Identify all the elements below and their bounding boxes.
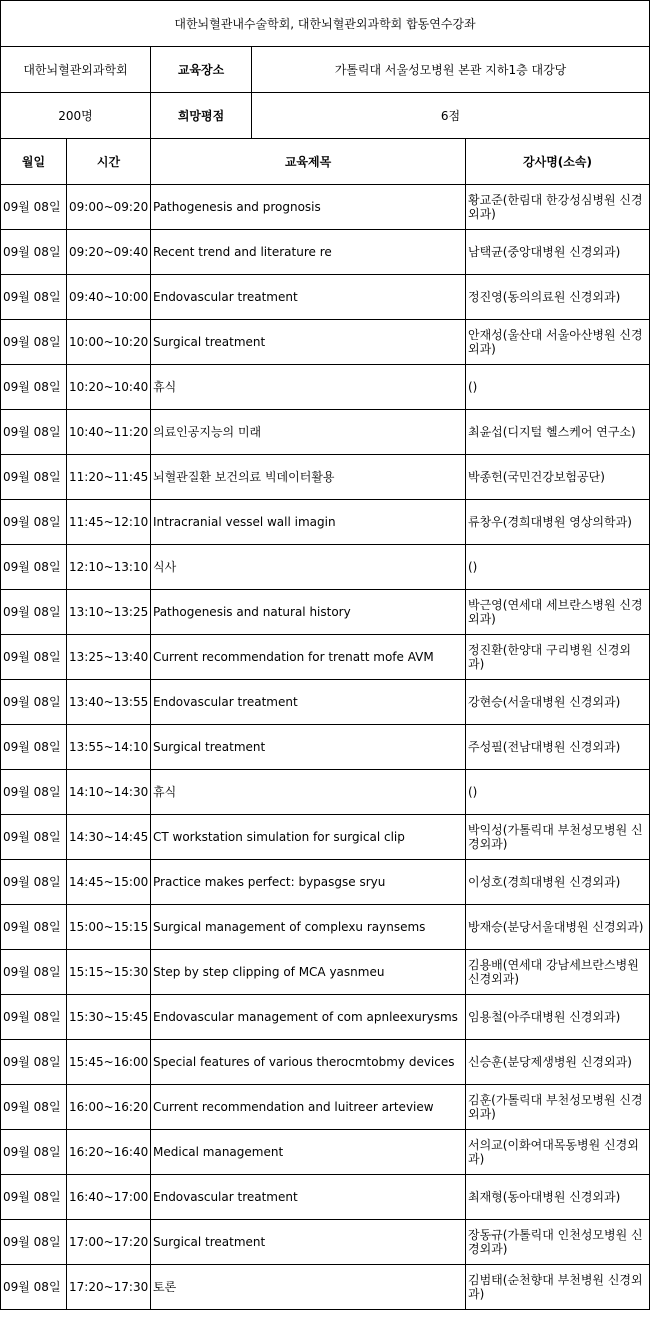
cell-date: 09월 08일 bbox=[1, 725, 67, 770]
cell-time: 14:45~15:00 bbox=[67, 860, 151, 905]
cell-time: 15:00~15:15 bbox=[67, 905, 151, 950]
cell-time: 09:20~09:40 bbox=[67, 230, 151, 275]
table-row bbox=[1, 1220, 650, 1265]
cell-date: 09월 08일 bbox=[1, 455, 67, 500]
cell-topic: Endovascular management of com apnleexurysms bbox=[151, 995, 466, 1040]
cell-time: 13:10~13:25 bbox=[67, 590, 151, 635]
cell-date: 09월 08일 bbox=[1, 635, 67, 680]
cell-topic: 의료인공지능의 미래 bbox=[151, 410, 466, 455]
cell-lecturer: 김용배(연세대 강남세브란스병원 신경외과) bbox=[466, 950, 650, 995]
cell-lecturer: 박종헌(국민건강보험공단) bbox=[466, 455, 650, 500]
table-row bbox=[1, 230, 650, 275]
cell-time: 14:30~14:45 bbox=[67, 815, 151, 860]
cell-time: 15:45~16:00 bbox=[67, 1040, 151, 1085]
cell-time: 17:00~17:20 bbox=[67, 1220, 151, 1265]
cell-topic: Pathogenesis and natural history bbox=[151, 590, 466, 635]
cell-topic: 휴식 bbox=[151, 365, 466, 410]
cell-date: 09월 08일 bbox=[1, 1040, 67, 1085]
table-row bbox=[1, 590, 650, 635]
cell-lecturer: 안재성(울산대 서울아산병원 신경외과) bbox=[466, 320, 650, 365]
cell-date: 09월 08일 bbox=[1, 770, 67, 815]
cell-date: 09월 08일 bbox=[1, 1220, 67, 1265]
cell-lecturer: 최재형(동아대병원 신경외과) bbox=[466, 1175, 650, 1220]
cell-topic: Surgical treatment bbox=[151, 1220, 466, 1265]
cell-topic: Special features of various therocmtobmy devices bbox=[151, 1040, 466, 1085]
table-row bbox=[1, 905, 650, 950]
cell-time: 16:40~17:00 bbox=[67, 1175, 151, 1220]
table-row bbox=[1, 635, 650, 680]
table-row bbox=[1, 815, 650, 860]
cell-lecturer: 신승훈(분당제생병원 신경외과) bbox=[466, 1040, 650, 1085]
cell-topic: Recent trend and literature re bbox=[151, 230, 466, 275]
cell-topic: 뇌혈관질환 보건의료 빅데이터활용 bbox=[151, 455, 466, 500]
column-header-lecturer: 강사명(소속) bbox=[466, 139, 650, 185]
cell-date: 09월 08일 bbox=[1, 500, 67, 545]
cell-topic: Practice makes perfect: bypasgse sryu bbox=[151, 860, 466, 905]
table-row bbox=[1, 770, 650, 815]
cell-date: 09월 08일 bbox=[1, 815, 67, 860]
cell-date: 09월 08일 bbox=[1, 1130, 67, 1175]
table-row bbox=[1, 725, 650, 770]
cell-lecturer: 김훈(가톨릭대 부천성모병원 신경외과) bbox=[466, 1085, 650, 1130]
cell-date: 09월 08일 bbox=[1, 680, 67, 725]
cell-topic: 토론 bbox=[151, 1265, 466, 1310]
cell-date: 09월 08일 bbox=[1, 995, 67, 1040]
capacity-row bbox=[1, 93, 650, 139]
cell-topic: CT workstation simulation for surgical clip bbox=[151, 815, 466, 860]
column-header-time: 시간 bbox=[67, 139, 151, 185]
cell-time: 12:10~13:10 bbox=[67, 545, 151, 590]
cell-lecturer: 방재승(분당서울대병원 신경외과) bbox=[466, 905, 650, 950]
column-header-date: 월일 bbox=[1, 139, 67, 185]
cell-date: 09월 08일 bbox=[1, 185, 67, 230]
table-row bbox=[1, 410, 650, 455]
table-row bbox=[1, 365, 650, 410]
table-row bbox=[1, 1040, 650, 1085]
cell-topic: Endovascular treatment bbox=[151, 680, 466, 725]
cell-lecturer: 장동규(가톨릭대 인천성모병원 신경외과) bbox=[466, 1220, 650, 1265]
cell-topic: Surgical treatment bbox=[151, 725, 466, 770]
cell-date: 09월 08일 bbox=[1, 365, 67, 410]
cell-lecturer: 서의교(이화여대목동병원 신경외과) bbox=[466, 1130, 650, 1175]
venue-label: 교육장소 bbox=[151, 47, 252, 93]
cell-time: 14:10~14:30 bbox=[67, 770, 151, 815]
cell-topic: Medical management bbox=[151, 1130, 466, 1175]
course-title: 대한뇌혈관내수술학회, 대한뇌혈관외과학회 합동연수강좌 bbox=[1, 1, 650, 47]
cell-date: 09월 08일 bbox=[1, 1085, 67, 1130]
cell-time: 15:30~15:45 bbox=[67, 995, 151, 1040]
table-row bbox=[1, 995, 650, 1040]
cell-lecturer: 박익성(가톨릭대 부천성모병원 신경외과) bbox=[466, 815, 650, 860]
cell-time: 09:40~10:00 bbox=[67, 275, 151, 320]
cell-lecturer: () bbox=[466, 545, 650, 590]
cell-time: 13:40~13:55 bbox=[67, 680, 151, 725]
cell-date: 09월 08일 bbox=[1, 410, 67, 455]
title-row bbox=[1, 1, 650, 47]
cell-lecturer: 임용철(아주대병원 신경외과) bbox=[466, 995, 650, 1040]
cell-lecturer: 정진영(동의의료원 신경외과) bbox=[466, 275, 650, 320]
capacity: 200명 bbox=[1, 93, 151, 139]
cell-date: 09월 08일 bbox=[1, 320, 67, 365]
cell-topic: Current recommendation for trenatt mofe AVM bbox=[151, 635, 466, 680]
table-row bbox=[1, 680, 650, 725]
cell-lecturer: 남택균(중앙대병원 신경외과) bbox=[466, 230, 650, 275]
cell-date: 09월 08일 bbox=[1, 1175, 67, 1220]
cell-time: 11:45~12:10 bbox=[67, 500, 151, 545]
table-row bbox=[1, 1130, 650, 1175]
venue: 가톨릭대 서울성모병원 본관 지하1층 대강당 bbox=[252, 47, 650, 93]
cell-topic: 휴식 bbox=[151, 770, 466, 815]
cell-time: 10:00~10:20 bbox=[67, 320, 151, 365]
table-row bbox=[1, 1085, 650, 1130]
cell-lecturer: 정진환(한양대 구리병원 신경외과) bbox=[466, 635, 650, 680]
organizer: 대한뇌혈관외과학회 bbox=[1, 47, 151, 93]
cell-topic: Endovascular treatment bbox=[151, 275, 466, 320]
cell-lecturer: () bbox=[466, 770, 650, 815]
cell-date: 09월 08일 bbox=[1, 905, 67, 950]
cell-topic: Endovascular treatment bbox=[151, 1175, 466, 1220]
cell-time: 10:20~10:40 bbox=[67, 365, 151, 410]
cell-topic: Intracranial vessel wall imagin bbox=[151, 500, 466, 545]
cell-time: 17:20~17:30 bbox=[67, 1265, 151, 1310]
cell-lecturer: 강현승(서울대병원 신경외과) bbox=[466, 680, 650, 725]
cell-lecturer: 최윤섭(디지털 헬스케어 연구소) bbox=[466, 410, 650, 455]
cell-time: 13:55~14:10 bbox=[67, 725, 151, 770]
cell-topic: 식사 bbox=[151, 545, 466, 590]
venue-row bbox=[1, 47, 650, 93]
table-row bbox=[1, 1175, 650, 1220]
cell-topic: Pathogenesis and prognosis bbox=[151, 185, 466, 230]
cell-topic: Surgical treatment bbox=[151, 320, 466, 365]
cell-date: 09월 08일 bbox=[1, 950, 67, 995]
table-row bbox=[1, 275, 650, 320]
cell-lecturer: 류창우(경희대병원 영상의학과) bbox=[466, 500, 650, 545]
cell-time: 15:15~15:30 bbox=[67, 950, 151, 995]
cell-time: 09:00~09:20 bbox=[67, 185, 151, 230]
cell-lecturer: 박근영(연세대 세브란스병원 신경외과) bbox=[466, 590, 650, 635]
cell-date: 09월 08일 bbox=[1, 230, 67, 275]
cell-lecturer: 주성필(전남대병원 신경외과) bbox=[466, 725, 650, 770]
cell-date: 09월 08일 bbox=[1, 860, 67, 905]
cell-time: 16:00~16:20 bbox=[67, 1085, 151, 1130]
cell-time: 10:40~11:20 bbox=[67, 410, 151, 455]
table-row bbox=[1, 455, 650, 500]
cell-date: 09월 08일 bbox=[1, 1265, 67, 1310]
table-row bbox=[1, 950, 650, 995]
cell-lecturer: 이성호(경희대병원 신경외과) bbox=[466, 860, 650, 905]
cell-date: 09월 08일 bbox=[1, 590, 67, 635]
cell-topic: Current recommendation and luitreer arteview bbox=[151, 1085, 466, 1130]
cell-time: 16:20~16:40 bbox=[67, 1130, 151, 1175]
column-header-row bbox=[1, 139, 650, 185]
points: 6점 bbox=[252, 93, 650, 139]
column-header-topic: 교육제목 bbox=[151, 139, 466, 185]
cell-date: 09월 08일 bbox=[1, 545, 67, 590]
table-row bbox=[1, 860, 650, 905]
table-row bbox=[1, 185, 650, 230]
cell-lecturer: 김범태(순천향대 부천병원 신경외과) bbox=[466, 1265, 650, 1310]
cell-lecturer: () bbox=[466, 365, 650, 410]
table-row bbox=[1, 320, 650, 365]
cell-topic: Step by step clipping of MCA yasnmeu bbox=[151, 950, 466, 995]
table-row bbox=[1, 500, 650, 545]
points-label: 희망평점 bbox=[151, 93, 252, 139]
table-row bbox=[1, 1265, 650, 1310]
cell-topic: Surgical management of complexu raynsems bbox=[151, 905, 466, 950]
cell-date: 09월 08일 bbox=[1, 275, 67, 320]
cell-time: 13:25~13:40 bbox=[67, 635, 151, 680]
cell-time: 11:20~11:45 bbox=[67, 455, 151, 500]
cell-lecturer: 황교준(한림대 한강성심병원 신경외과) bbox=[466, 185, 650, 230]
table-row bbox=[1, 545, 650, 590]
